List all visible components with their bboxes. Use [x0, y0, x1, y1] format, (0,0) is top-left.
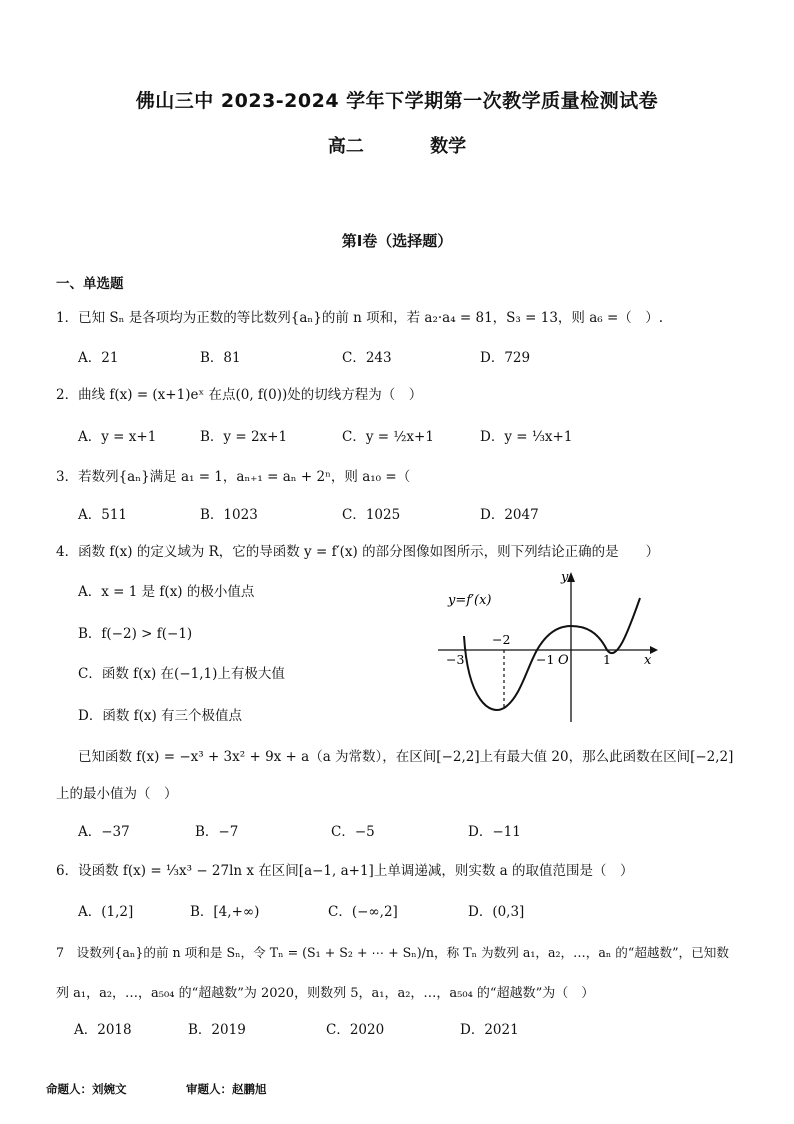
exam-subject-line [0, 132, 794, 158]
q3-option-d: D．2047 [480, 507, 539, 523]
volume-heading: 第Ⅰ卷（选择题） [341, 232, 453, 250]
q2-option-b: B．y = 2x+1 [200, 429, 288, 445]
question-1: 1．已知 Sₙ 是各项均为正数的等比数列{aₙ}的前 n 项和，若 a₂·a₄ = 81，S₃ = 13，则 a₆ =（ ）. [56, 310, 664, 326]
question-3: 3．若数列{aₙ}满足 a₁ = 1，aₙ₊₁ = aₙ + 2ⁿ，则 a₁₀ =（ [56, 469, 411, 485]
subject-label: 数学 [430, 136, 467, 157]
footer-author: 命题人：刘婉文 [46, 1082, 127, 1096]
q2-option-c: C．y = ½x+1 [342, 429, 434, 445]
q1-option-a: A．21 [78, 350, 119, 366]
footer-reviewer: 审题人：赵鹏旭 [186, 1082, 267, 1096]
q2-option-a: A．y = x+1 [78, 429, 157, 445]
q3-option-a: A．511 [78, 507, 128, 523]
q5-option-d: D．−11 [468, 824, 521, 840]
q6-option-c: C．(−∞,2] [328, 904, 398, 920]
q4-option-d: D．函数 f(x) 有三个极值点 [78, 708, 243, 724]
question-6: 6．设函数 f(x) = ⅓x³ − 27ln x 在区间[a−1, a+1]上单调递减，则实数 a 的取值范围是（ ） [56, 863, 634, 879]
q5-option-a: A．−37 [78, 824, 130, 840]
tick-label-neg2: −2 [492, 632, 511, 647]
q5-option-b: B．−7 [195, 824, 239, 840]
derivative-graph [430, 566, 660, 726]
q4-option-a: A．x = 1 是 f(x) 的极小值点 [78, 584, 255, 600]
q7-option-b: B．2019 [188, 1022, 246, 1038]
origin-label: O [558, 653, 569, 668]
q7-option-a: A．2018 [74, 1022, 132, 1038]
q1-option-d: D．729 [480, 350, 531, 366]
question-7-line1: 7 设数列{aₙ}的前 n 项和是 Sₙ，令 Tₙ = (S₁ + S₂ + ⋯ + Sₙ)/n，称 Tₙ 为数列 a₁，a₂，…，aₙ 的“超越数”，已知数 [56, 945, 729, 960]
q3-option-b: B．1023 [200, 507, 258, 523]
function-label: y=f′(x) [448, 593, 492, 608]
q1-option-c: C．243 [342, 350, 392, 366]
exam-title: 佛山三中 2023-2024 学年下学期第一次教学质量检测试卷 [135, 90, 659, 112]
tick-label-1: 1 [603, 652, 611, 667]
question-5-line1: 已知函数 f(x) = −x³ + 3x² + 9x + a（a 为常数），在区间[−2,2]上有最大值 20，那么此函数在区间[−2,2] [78, 749, 734, 765]
q5-option-c: C．−5 [331, 824, 375, 840]
question-7-line2: 列 a₁，a₂，…，a₅₀₄ 的“超越数”为 2020，则数列 5，a₁，a₂，…，a₅₀₄ 的“超越数”为（ ） [56, 986, 595, 1001]
q6-option-a: A．(1,2] [78, 904, 134, 920]
question-4: 4．函数 f(x) 的定义域为 R，它的导函数 y = f′(x) 的部分图像如图所示，则下列结论正确的是 ） [56, 544, 660, 560]
section-heading: 一、单选题 [56, 276, 124, 292]
q4-option-c: C．函数 f(x) 在(−1,1)上有极大值 [78, 666, 285, 682]
q3-option-c: C．1025 [342, 507, 401, 523]
tick-label-neg3: −3 [446, 652, 465, 667]
q2-option-d: D．y = ⅓x+1 [480, 429, 573, 445]
grade-label: 高二 [327, 136, 364, 157]
question-5-line2: 上的最小值为（ ） [56, 786, 178, 802]
x-axis-label: x [644, 653, 652, 668]
q4-option-b: B．f(−2) > f(−1) [78, 626, 193, 642]
q6-option-d: D．(0,3] [468, 904, 525, 920]
q7-option-c: C．2020 [326, 1022, 385, 1038]
q1-option-b: B．81 [200, 350, 241, 366]
tick-label-neg1: −1 [536, 652, 555, 667]
q6-option-b: B．[4,+∞) [190, 904, 260, 920]
q7-option-d: D．2021 [460, 1022, 519, 1038]
question-2: 2．曲线 f(x) = (x+1)eˣ 在点(0, f(0))处的切线方程为（ ） [56, 387, 423, 403]
y-axis-label: y [561, 570, 569, 585]
